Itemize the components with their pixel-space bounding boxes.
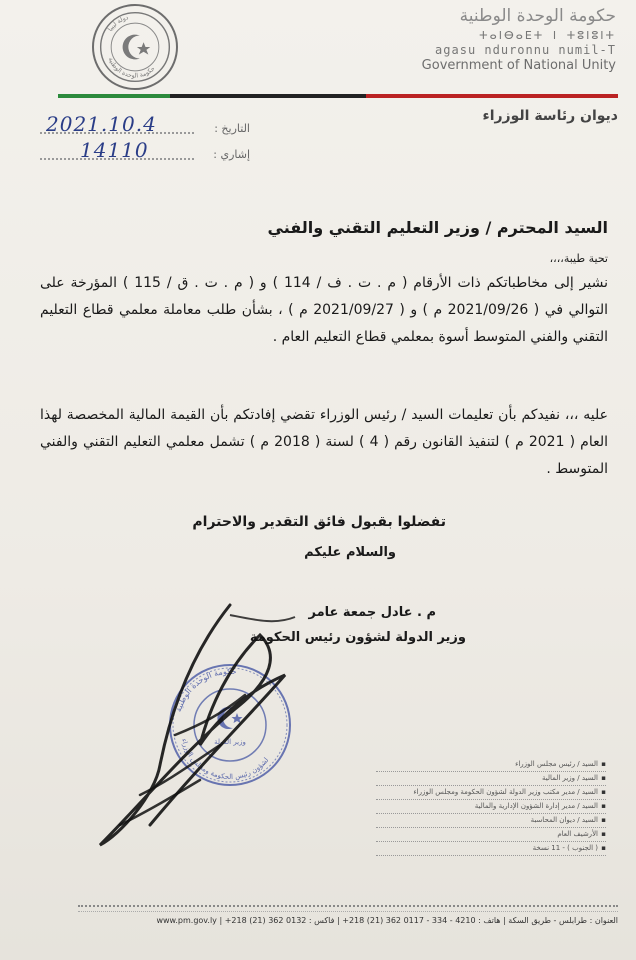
paragraph-1-text: نشير إلى مخاطباتكم ذات الأرقام ( م . ت . ف / 114 ) و ( م . ت . ق / 115 ) المؤرخة على التوالي في ( 2021/09/26 م ) و ( 2021/09/27 م ) ، بشأن طلب معاملة معلمي قطاع التعليم التقني والفني المتوسط أسوة بمعلمي قطاع التعليم العام . [40, 275, 609, 345]
cc-item: ▪ ( الجنوب ) - 11 نسخة [376, 844, 606, 856]
closing-line: تفضلوا بقبول فائق التقدير والاحترام [192, 514, 446, 530]
cc-item: ▪ السيد / مدير مكتب وزير الدولة لشؤون الحكومة ومجلس الوزراء [376, 788, 606, 800]
signatory-title: وزير الدولة لشؤون رئيس الحكومة [249, 630, 466, 645]
cc-item: ▪ السيد / ديوان المحاسبة [376, 816, 606, 828]
government-name-en: Government of National Unity [421, 58, 616, 73]
cc-item: ▪ السيد / وزير المالية [376, 774, 606, 786]
footer-divider [78, 905, 618, 907]
diwan-title: ديوان رئاسة الوزراء [482, 108, 618, 124]
date-field [40, 112, 250, 136]
addressee: السيد المحترم / وزير التعليم التقني والفني [267, 218, 608, 237]
paragraph-references [40, 270, 608, 351]
government-emblem [92, 4, 178, 90]
reference-field [40, 138, 250, 162]
cc-list [376, 760, 606, 858]
paragraph-instructions [40, 402, 608, 483]
date-label: التاريخ : [214, 122, 250, 135]
flag-color-bar [58, 94, 618, 98]
footer-contact: العنوان : طرابلس - طريق السكة | هاتف : 4210 - 334 - 0117 362 (21) 218+ | فاكس : 0132 362 (21) 218+ | www.pm.gov.ly [156, 916, 618, 925]
svg-text:حكومة الوحدة الوطنية: حكومة الوحدة الوطنية [173, 666, 237, 713]
svg-text:وزير الدولة: وزير الدولة [214, 738, 246, 746]
date-handwritten: 2021.10.4 [46, 112, 157, 136]
government-name-amazigh: agasu nduronnu numil-T [435, 43, 616, 57]
cc-item: ▪ السيد / مدير إدارة الشؤون الإدارية والمالية [376, 802, 606, 814]
government-name-ar: حكومة الوحدة الوطنية [459, 6, 616, 26]
reference-handwritten: 14110 [80, 138, 149, 162]
paragraph-2-text: عليه ،،، نفيدكم بأن تعليمات السيد / رئيس الوزراء تقضي إفادتكم بأن القيمة المالية المخصصة لهذا العام ( 2021 م ) لتنفيذ القانون رقم ( 4 ) لسنة ( 2018 م ) تشمل معلمي التعليم التقني والفني المتوسط . [40, 407, 608, 477]
svg-text:حكومة الوحدة الوطنية: حكومة الوحدة الوطنية [106, 56, 157, 80]
cc-item: ▪ السيد / رئيس مجلس الوزراء [376, 760, 606, 772]
signatory-name: م . عادل جمعة عامر [308, 605, 436, 620]
handwritten-signature [80, 595, 340, 855]
emblem-icon [94, 6, 176, 88]
svg-text:لشؤون رئيس الحكومة ومجلس الوزر: لشؤون رئيس الحكومة ومجلس الوزراء [179, 737, 271, 782]
footer-divider-secondary [78, 911, 618, 912]
salutation: والسلام عليكم [304, 545, 396, 560]
greeting: تحية طيبة،،،، [549, 252, 608, 265]
reference-label: إشاري : [213, 148, 250, 161]
cc-item: ▪ الأرشيف العام [376, 830, 606, 842]
svg-text:دولة ليبيا: دولة ليبيا [106, 14, 130, 33]
government-name-tifinagh: ⵜⴰⵏⴱⴰⴹⵜ ⵏ ⵜⵓⵏⵓⵏⵜ [479, 29, 616, 42]
government-header [376, 6, 616, 73]
